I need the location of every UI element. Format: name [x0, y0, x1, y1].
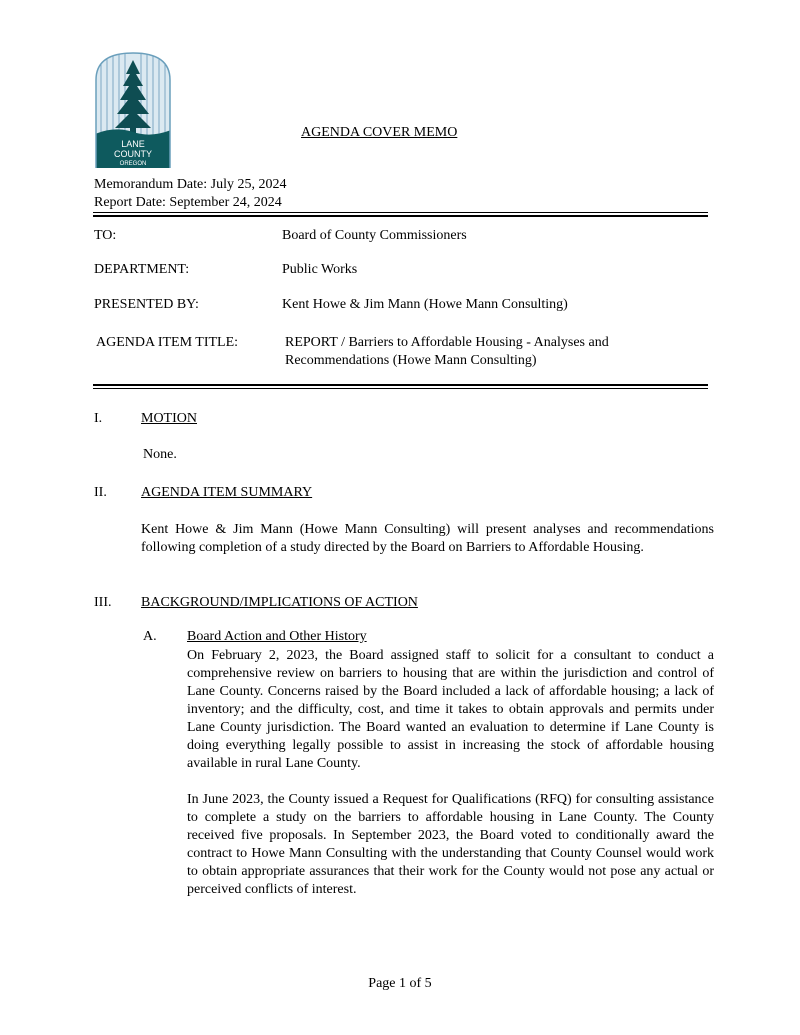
- svg-text:LANE: LANE: [121, 139, 145, 149]
- page-number: Page 1 of 5: [368, 976, 432, 991]
- agenda-item-title-label: AGENDA ITEM TITLE:: [96, 335, 239, 350]
- section-heading-summary: AGENDA ITEM SUMMARY: [141, 485, 313, 500]
- top-divider: [93, 212, 708, 213]
- to-value: Board of County Commissioners: [282, 228, 467, 243]
- agenda-item-title-line1: REPORT / Barriers to Affordable Housing - Analyses and: [285, 335, 609, 350]
- board-action-paragraph-2: In June 2023, the County issued a Request for Qualifications (RFQ) for consulting assistance to complete a study on the barriers to affordable housing in Lane County. The County received five proposals. In September 2023, the Board voted to conditionally award the contract to Howe Mann Consulting with the understanding that County Counsel would work to obtain appropriate assurances that their work for the County would not pose any actual or perceived conflicts of interest.: [187, 792, 714, 897]
- section-numeral-2: II.: [94, 485, 107, 500]
- tree-icon: [95, 52, 171, 168]
- department-value: Public Works: [282, 262, 358, 277]
- agenda-item-title-line2: Recommendations (Howe Mann Consulting): [285, 353, 537, 368]
- report-date: Report Date: September 24, 2024: [94, 195, 282, 210]
- board-action-paragraph-1: On February 2, 2023, the Board assigned staff to solicit for a consultant to conduct a comprehensive review on barriers to housing that are within the jurisdiction and control of Lane County. Concerns raised by the Board included a lack of affordable housing; a lack of inventory; and the difficulty, cost, and time it takes to obtain approvals and permits under Lane County jurisdiction. The Board wanted an evaluation to determine if Lane County is doing everything legally possible to assist in increasing the stock of affordable housing available in rural Lane County.: [187, 648, 714, 771]
- memo-title: AGENDA COVER MEMO: [301, 125, 458, 140]
- subsection-letter-a: A.: [143, 629, 157, 644]
- to-label: TO:: [94, 228, 117, 243]
- top-divider-thick: [93, 215, 708, 217]
- bottom-divider-thick: [93, 384, 708, 386]
- memorandum-date: Memorandum Date: July 25, 2024: [94, 177, 287, 192]
- presented-by-label: PRESENTED BY:: [94, 297, 199, 312]
- section-heading-background: BACKGROUND/IMPLICATIONS OF ACTION: [141, 595, 418, 610]
- section-heading-motion: MOTION: [141, 411, 197, 426]
- subsection-heading-a: Board Action and Other History: [187, 629, 367, 644]
- presented-by-value: Kent Howe & Jim Mann (Howe Mann Consulting): [282, 297, 568, 312]
- department-label: DEPARTMENT:: [94, 262, 190, 277]
- svg-text:COUNTY: COUNTY: [114, 149, 152, 159]
- summary-body: Kent Howe & Jim Mann (Howe Mann Consulting) will present analyses and recommendations following completion of a study directed by the Board on Barriers to Affordable Housing.: [141, 522, 714, 555]
- lane-county-logo: [95, 52, 171, 168]
- bottom-divider: [93, 388, 708, 389]
- section-numeral-3: III.: [94, 595, 112, 610]
- section-numeral-1: I.: [94, 411, 103, 426]
- motion-body: None.: [143, 447, 177, 462]
- svg-text:OREGON: OREGON: [119, 161, 147, 167]
